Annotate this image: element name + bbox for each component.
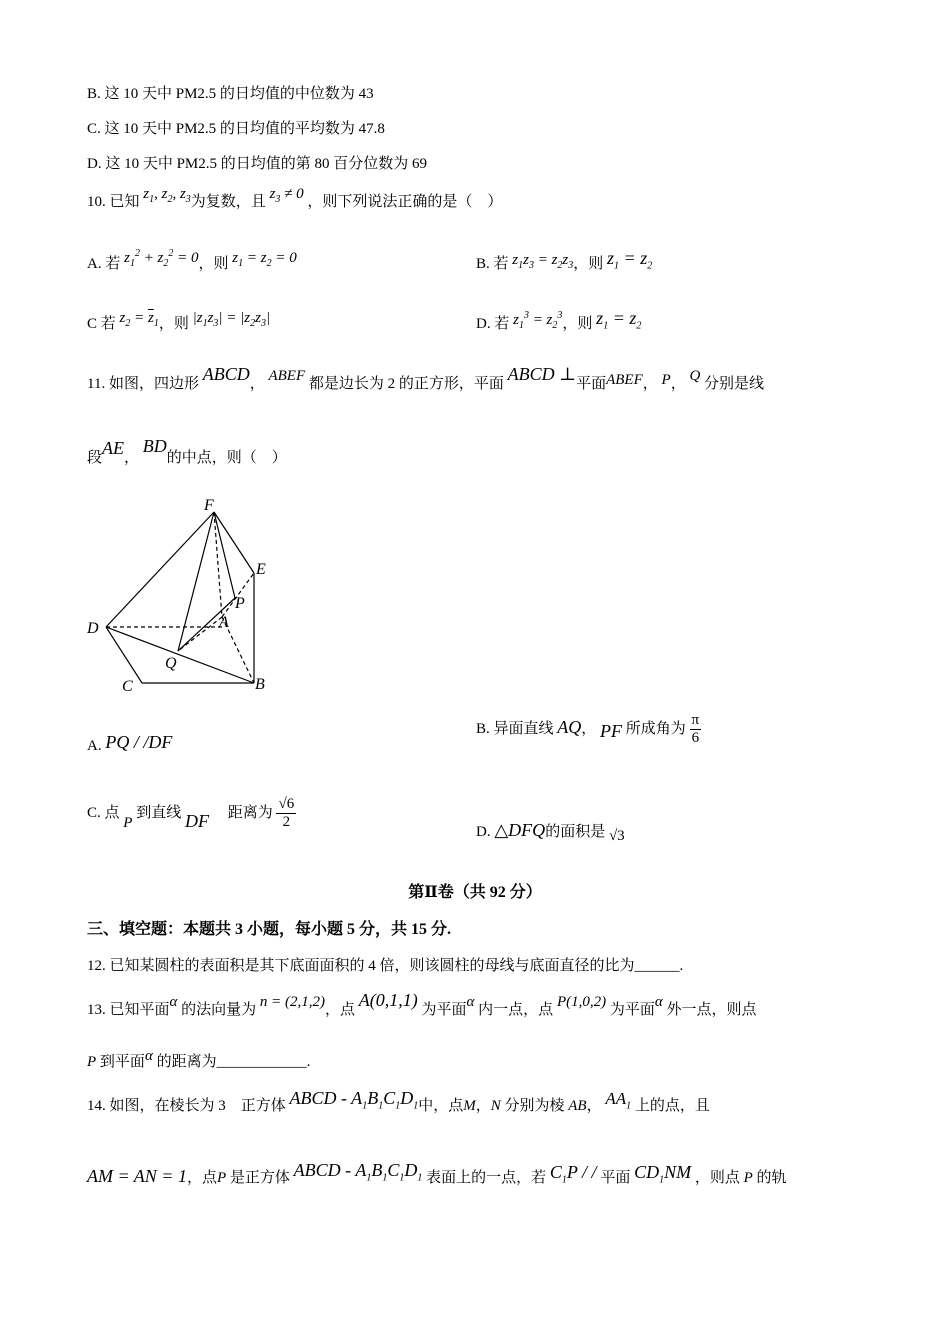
- q11-option-a: A. PQ / /DF: [87, 732, 173, 754]
- label-d: D: [87, 620, 99, 637]
- section-title: 第Ⅱ卷（共 92 分）: [408, 884, 542, 901]
- label-c: C: [122, 678, 133, 695]
- q9-option-b: B. 这 10 天中 PM2.5 的日均值的中位数为 43: [87, 86, 374, 102]
- q10-option-d: D. 若 $z_1^3 = z_2^3$，则 $z_1 = z_2$: [476, 308, 642, 332]
- q14-line1: 14. 如图，在棱长为 3 正方体 ABCD - $A_1B_1C_1D_1$中，点M，N 分别为棱 AB， $AA_1$ 上的点，且: [87, 1088, 710, 1114]
- q11-stem-line2: 段AE， BD的中点，则（ ）: [87, 436, 287, 466]
- q13-line2: P 到平面α 的距离为____________.: [87, 1048, 311, 1070]
- q11-option-c: C. 点 P 到直线 DF 距离为 $\frac{√6}{2}$: [87, 796, 295, 831]
- label-b: B: [255, 676, 265, 693]
- q11-stem-line1: 11. 如图，四边形 ABCD， ABEF 都是边长为 2 的正方形，平面 ABCD ⊥平面ABEF， P， Q 分别是线: [87, 364, 765, 392]
- label-p: P: [235, 595, 245, 612]
- q10-option-a: A. 若 $z_1^2 + z_2^2 = 0$，则 $z_1 = z_2 = 0$: [87, 248, 297, 272]
- q9-option-c: C. 这 10 天中 PM2.5 的日均值的平均数为 47.8: [87, 121, 385, 137]
- q12-text: 12. 已知某圆柱的表面积是其下底面面积的 4 倍，则该圆柱的母线与底面直径的比为______.: [87, 958, 684, 974]
- label-a: A: [219, 614, 229, 631]
- part-three-heading: 三、填空题：本题共 3 小题，每小题 5 分，共 15 分.: [87, 921, 452, 938]
- q13-line1: 13. 已知平面α 的法向量为 n = (2,1,2)，点 A(0,1,1) 为平面α 内一点，点 P(1,0,2) 为平面α 外一点，则点: [87, 990, 757, 1018]
- q10-option-b: B. 若 $z_1z_3 = z_2z_3$，则 $z_1 = z_2$: [476, 248, 653, 272]
- q14-line2: AM = AN = 1，点P 是正方体 ABCD - $A_1B_1C_1D_1$ 表面上的一点，若 $C_1P$ / / 平面 $CD_1NM$ ，则点 P 的轨: [87, 1160, 787, 1186]
- q10-stem: 10. 已知 $z_1$, $z_2$, $z_3$为复数，且 $z_3 \ne 0$ ，则下列说法正确的是（ ）: [87, 186, 503, 210]
- q9-option-d: D. 这 10 天中 PM2.5 的日均值的第 80 百分位数为 69: [87, 156, 428, 172]
- label-e: E: [256, 561, 266, 578]
- q11-option-b: B. 异面直线 AQ， PF 所成角为 $\frac{\pi}{6}$: [476, 712, 700, 746]
- q10-option-c: C 若 $z_2 = \overline{z}_1$，则 $|z_1z_3| = |z_2z_3|$: [87, 310, 271, 332]
- q11-figure: [80, 490, 280, 700]
- q11-option-d: D. △DFQ的面积是 √3: [476, 820, 625, 844]
- label-q: Q: [165, 655, 177, 672]
- label-f: F: [204, 497, 214, 514]
